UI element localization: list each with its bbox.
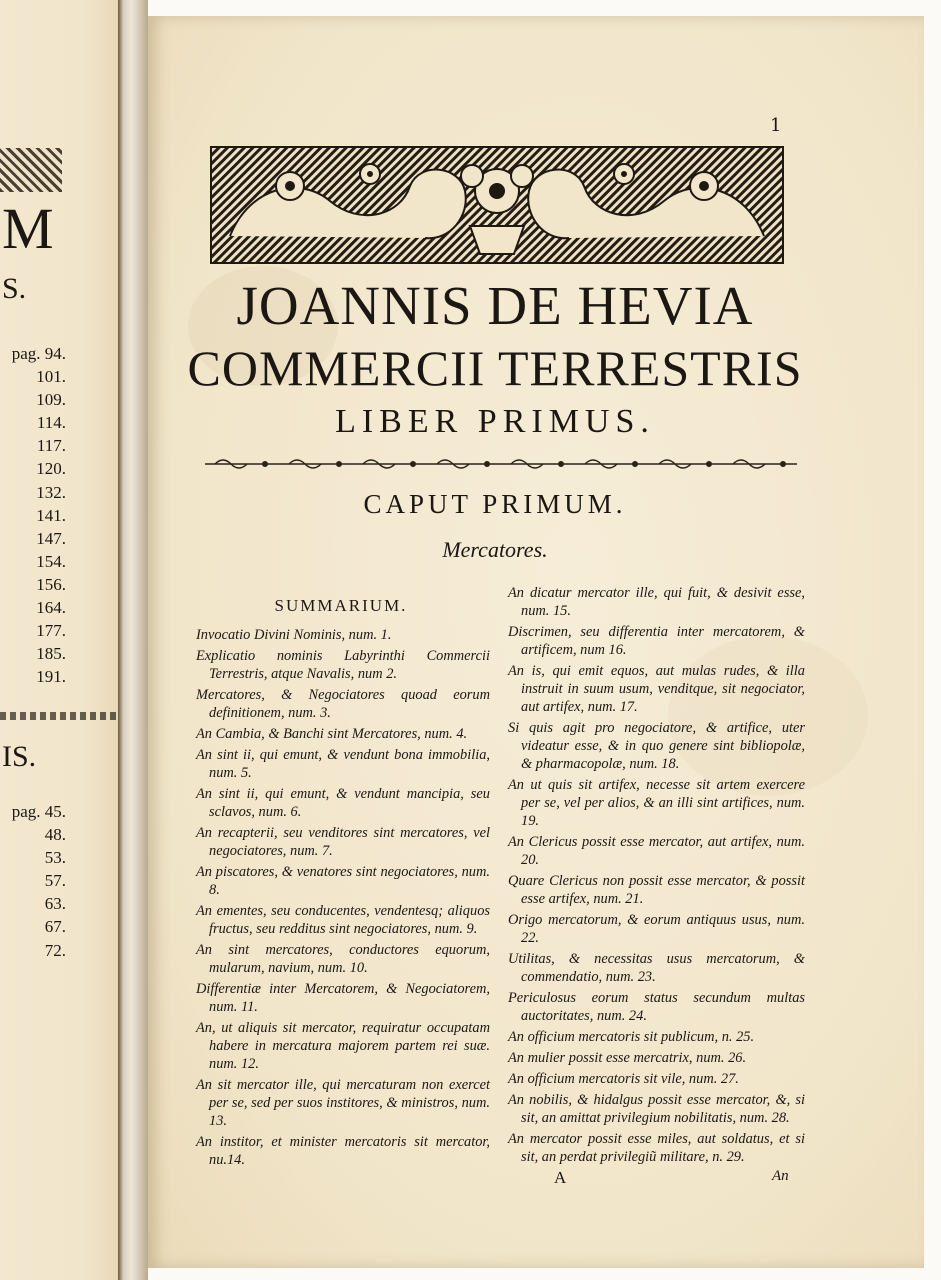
page-ref: 109.: [36, 390, 66, 410]
page-ref: pag. 94.: [11, 344, 66, 363]
summary-entry: An nobilis, & hidalgus possit esse mercator, &, si sit, an amittat privilegium nobilitatis, num. 28.: [508, 1092, 805, 1126]
summary-entry: An Clericus possit esse mercator, aut artifex, num. 20.: [508, 834, 805, 868]
summary-entry: An sint ii, qui emunt, & vendunt mancipia, seu sclavos, num. 6.: [196, 786, 490, 820]
summary-entry: An, ut aliquis sit mercator, requiratur occupatam habere in mercatura majorem partem rei suæ. num. 12.: [196, 1020, 490, 1072]
catchword: An: [772, 1168, 789, 1184]
page-ref: 185.: [36, 644, 66, 664]
previous-page-heading-letter: M: [2, 196, 54, 261]
summary-entry: An Cambia, & Banchi sint Mercatores, num. 4.: [196, 726, 468, 742]
page-ref: 177.: [36, 621, 66, 641]
book-binding-gutter: [118, 0, 148, 1280]
title-line-book: LIBER PRIMUS.: [335, 403, 655, 440]
page-number: 1: [770, 115, 782, 136]
title-line-work: COMMERCII TERRESTRIS: [187, 340, 803, 396]
summary-entry: An recapterii, seu venditores sint mercatores, vel negociatores, num. 7.: [196, 825, 490, 859]
page-ref: 117.: [36, 436, 66, 456]
summary-entry: Si quis agit pro negociatore, & artifice, uter videatur esse, & in quo genere sint bibliopolæ, & pharmacopolæ, num. 18.: [508, 720, 805, 772]
summary-entry: An officium mercatoris sit publicum, n. 25.: [508, 1029, 755, 1045]
summary-column-left: [196, 626, 490, 1172]
page-ref: 72.: [44, 940, 66, 960]
summary-entry: An ementes, seu conducentes, vendentesq; aliquos fructus, seu redditus sint negociatores, num. 9.: [196, 903, 490, 937]
page-ref: 57.: [44, 871, 66, 891]
summary-entry: An is, qui emit equos, aut mulas rudes, & illa instruit in suum usum, venditque, sit negociator, aut artifex, num. 17.: [508, 663, 805, 715]
summary-entry: An mulier possit esse mercatrix, num. 26.: [508, 1050, 747, 1066]
title-line-author: JOANNIS DE HEVIA: [236, 275, 754, 336]
page-ref: 53.: [44, 848, 66, 868]
summary-entry: An ut quis sit artifex, necesse sit artem exercere per se, vel per alios, & an illi sint artifices, num. 19.: [508, 777, 805, 829]
page-ref: 67.: [44, 917, 66, 937]
signature-mark: A: [554, 1168, 567, 1187]
previous-page-refs-lower: [0, 800, 66, 962]
summary-entry: An dicatur mercator ille, qui fuit, & desivit esse, num. 15.: [508, 585, 805, 619]
summary-entry: An institor, et minister mercatoris sit mercator, nu.14.: [196, 1134, 490, 1168]
page-ref: 191.: [36, 667, 66, 687]
page-ref: 63.: [44, 894, 66, 914]
page-ref: pag. 45.: [11, 802, 66, 821]
summary-entry: Differentiæ inter Mercatorem, & Negociatorem, num. 11.: [196, 981, 490, 1015]
page-ref: 154.: [36, 551, 66, 571]
previous-page-heading-fragment: S.: [2, 272, 27, 305]
chapter-heading: CAPUT PRIMUM.: [363, 489, 627, 519]
left-ornament-band: [0, 148, 62, 192]
summary-entry: Mercatores, & Negociatores quoad eorum definitionem, num. 3.: [196, 687, 490, 721]
summary-entry: An sint mercatores, conductores equorum, mularum, navium, num. 10.: [196, 942, 490, 976]
previous-page-heading-fragment-2: IS.: [2, 740, 37, 773]
vine-divider-ornament: [205, 456, 797, 472]
summary-entry: Utilitas, & necessitas usus mercatorum, & commendatio, num. 23.: [508, 951, 805, 985]
page-ref: 48.: [44, 825, 66, 845]
chapter-subject: Mercatores.: [442, 537, 548, 562]
summary-entry: An piscatores, & venatores sint negociatores, num. 8.: [196, 864, 490, 898]
summary-entry: An sint ii, qui emunt, & vendunt bona immobilia, num. 5.: [196, 747, 490, 781]
page-ref: 141.: [36, 505, 66, 525]
page-ref: 101.: [36, 367, 66, 387]
page-ref: 147.: [36, 528, 66, 548]
summary-entry: An officium mercatoris sit vile, num. 27.: [508, 1071, 739, 1087]
page-ref: 114.: [36, 413, 66, 433]
page-ref: 120.: [36, 459, 66, 479]
summary-entry: Invocatio Divini Nominis, num. 1.: [196, 627, 392, 643]
summary-entry: Explicatio nominis Labyrinthi Commercii Terrestris, atque Navalis, num 2.: [196, 648, 490, 682]
summary-column-right: [508, 584, 805, 1169]
summary-entry: An sit mercator ille, qui mercaturam non exercet per se, sed per suos institores, & ministros, num. 13.: [196, 1077, 490, 1129]
page-ref: 132.: [36, 482, 66, 502]
page-ref: 164.: [36, 598, 66, 618]
summary-entry: Periculosus eorum status secundum multas auctoritates, num. 24.: [508, 990, 805, 1024]
previous-page-fragment: [0, 0, 118, 1280]
summary-entry: An mercator possit esse miles, aut soldatus, et si sit, an perdat privilegiũ militare, n. 29.: [508, 1131, 805, 1165]
summary-entry: Origo mercatorum, & eorum antiquus usus, num. 22.: [508, 912, 805, 946]
left-ornament-rule: [0, 712, 118, 720]
summary-entry: Quare Clericus non possit esse mercator, & possit esse artifex, num. 21.: [508, 873, 805, 907]
woodcut-headpiece-ornament: [210, 146, 784, 264]
summary-heading: SUMMARIUM.: [274, 596, 408, 615]
page-ref: 156.: [36, 574, 66, 594]
summary-entry: Discrimen, seu differentia inter mercatorem, & artificem, num 16.: [508, 624, 805, 658]
previous-page-refs-upper: [0, 342, 66, 688]
